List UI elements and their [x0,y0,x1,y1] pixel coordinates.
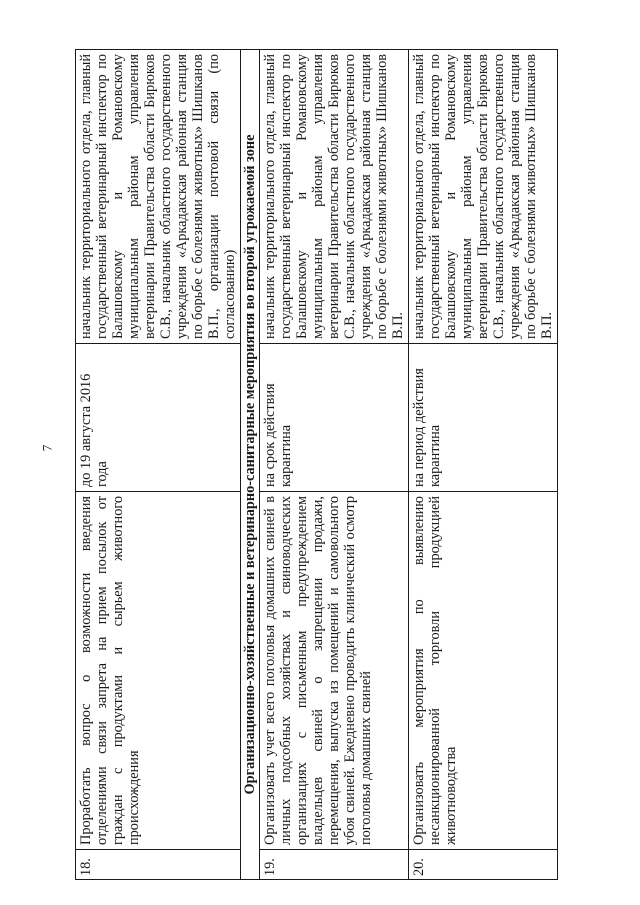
row-number: 18. [76,850,241,880]
task-text: Организовать учет всего поголовья домашних свиней в личных подсобных хозяйствах и свиноводческих организациях с письменным предупреждением владельцев свиней о запрещении продажи, перемещения, выпуска из помещений и самовольного убоя свиней. Ежедневно проводить клинический осмотр поголовья домашних свиней [260,492,409,850]
section-header-row [241,50,260,880]
responsible-text: начальник территориального отдела, главный государственный ветеринарный инспектор по Балашовскому и Романовскому муниципальным районам управления ветеринарии Правительства области Бирюков С.В., начальник областного государственного учреждения «Аркадакская районная станция по борьбе с болезнями животных» Шишканов В.П. [409,50,558,344]
measures-table [75,49,558,880]
document-page [75,50,640,880]
table-row [409,50,558,880]
row-number: 20. [409,850,558,880]
row-number: 19. [260,850,409,880]
responsible-text: начальник территориального отдела, главный государственный ветеринарный инспектор по Балашовскому и Романовскому муниципальным районам управления ветеринарии Правительства области Бирюков С.В., начальник областного государственного учреждения «Аркадакская районная станция по борьбе с болезнями животных» Шишканов В.П. [260,50,409,344]
page-number: 7 [39,444,55,452]
task-text: Организовать мероприятия по выявлению несанкционированной торговли продукцией животноводства [409,492,558,850]
section-title: Организационно-хозяйственные и ветеринарно-санитарные мероприятия во второй угрожаемой зоне [241,50,260,880]
term-text: до 19 августа 2016 года [76,344,241,492]
table-row [260,50,409,880]
term-text: на период действия карантина [409,344,558,492]
term-text: на срок действия карантина [260,344,409,492]
table-row [76,50,241,880]
responsible-text: начальник территориального отдела, главный государственный ветеринарный инспектор по Балашовскому и Романовскому муниципальным районам управления ветеринарии Правительства области Бирюков С.В., начальник областного государственного учреждения «Аркадакская районная станция по борьбе с болезнями животных» Шишканов В.П., организации почтовой связи (по согласованию) [76,50,241,344]
task-text: Проработать вопрос о возможности введения отделениями связи запрета на прием посылок от граждан с продуктами и сырьем животного происхождения [76,492,241,850]
